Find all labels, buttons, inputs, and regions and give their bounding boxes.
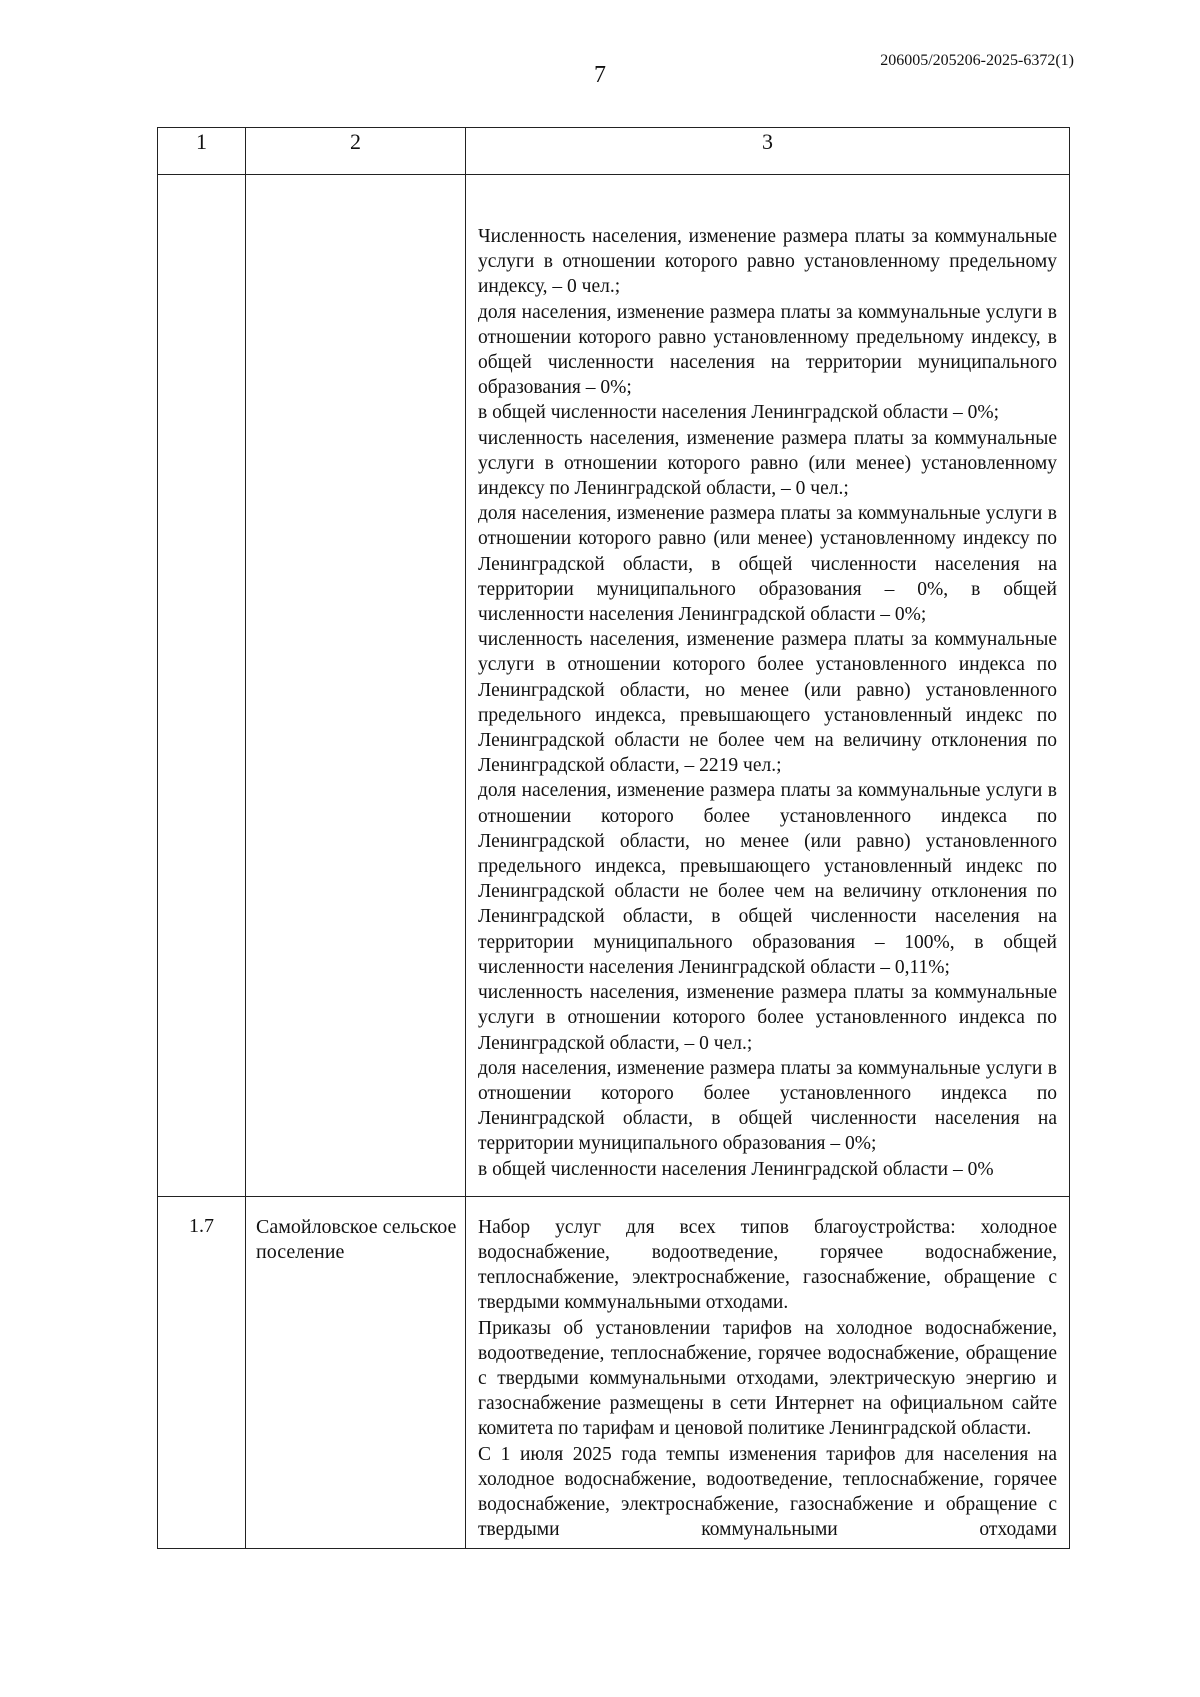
paragraph: Приказы об установлении тарифов на холодное водоснабжение, водоотведение, теплоснабжение, горячее водоснабжение, обращение с твердыми коммунальными отходами, электрическую энергию и газоснабжение размещены в сети Интернет на официальном сайте комитета по тарифам и ценовой политике Ленинградской области. — [478, 1317, 1057, 1440]
paragraph: доля населения, изменение размера платы за коммунальные услуги в отношении которого равно (или менее) установленному индексу по Ленинградской области, в общей численности населения на территории муниципального образования – 0%, в общей численности населения Ленинградской области – 0%; — [478, 503, 1057, 626]
row-name-cell: Самойловское сельское поселение — [246, 1196, 466, 1549]
table-row-1-7 — [158, 1196, 1070, 1549]
row-description-cell — [466, 1196, 1070, 1549]
table-row-continued — [158, 175, 1070, 1197]
paragraph: численность населения, изменение размера платы за коммунальные услуги в отношении которого равно (или менее) установленному индексу по Ленинградской области, – 0 чел.; — [478, 427, 1057, 500]
column-header-1: 1 — [158, 128, 246, 175]
page-number: 7 — [594, 62, 606, 88]
paragraph: численность населения, изменение размера платы за коммунальные услуги в отношении которого более установленного индекса по Ленинградской области, но менее (или равно) установленного предельного индекса, превышающего установленный индекс по Ленинградской области не более чем на величину отклонения по Ленинградской области, – 2219 чел.; — [478, 629, 1057, 777]
paragraph: доля населения, изменение размера платы за коммунальные услуги в отношении которого более установленного индекса по Ленинградской области, в общей численности населения на территории муниципального образования – 0%; — [478, 1057, 1057, 1155]
paragraph: в общей численности населения Ленинградской области – 0% — [478, 1158, 994, 1180]
row-name-cell — [246, 175, 466, 1197]
document-code: 206005/205206-2025-6372(1) — [880, 52, 1074, 69]
paragraph: доля населения, изменение размера платы за коммунальные услуги в отношении которого равно установленному предельному индексу, в общей численности населения на территории муниципального образования – 0%; — [478, 301, 1057, 399]
row-number-cell — [158, 175, 246, 1197]
paragraph: Набор услуг для всех типов благоустройства: холодное водоснабжение, водоотведение, горячее водоснабжение, теплоснабжение, электроснабжение, газоснабжение, обращение с твердыми коммунальными отходами. — [478, 1216, 1057, 1314]
row-number-cell: 1.7 — [158, 1196, 246, 1549]
column-header-3: 3 — [466, 128, 1070, 175]
paragraph: С 1 июля 2025 года темпы изменения тарифов для населения на холодное водоснабжение, водоотведение, теплоснабжение, горячее водоснабжение, электроснабжение, газоснабжение и обращение с твердыми коммунальными отходами — [478, 1443, 1057, 1541]
paragraph: численность населения, изменение размера платы за коммунальные услуги в отношении которого более установленного индекса по Ленинградской области, – 0 чел.; — [478, 982, 1057, 1054]
paragraph: Численность населения, изменение размера платы за коммунальные услуги в отношении которого равно установленному предельному индексу, – 0 чел.; — [478, 226, 1057, 298]
paragraph: в общей численности населения Ленинградской области – 0%; — [478, 402, 1000, 424]
row-description-cell — [466, 175, 1070, 1197]
paragraph: доля населения, изменение размера платы за коммунальные услуги в отношении которого более установленного индекса по Ленинградской области, но менее (или равно) установленного предельного индекса, превышающего установленный индекс по Ленинградской области не более чем на величину отклонения по Ленинградской области, в общей численности населения на территории муниципального образования – 100%, в общей численности населения Ленинградской области – 0,11%; — [478, 780, 1057, 978]
tariff-table — [157, 127, 1070, 1549]
table-header-row — [158, 128, 1070, 175]
column-header-2: 2 — [246, 128, 466, 175]
